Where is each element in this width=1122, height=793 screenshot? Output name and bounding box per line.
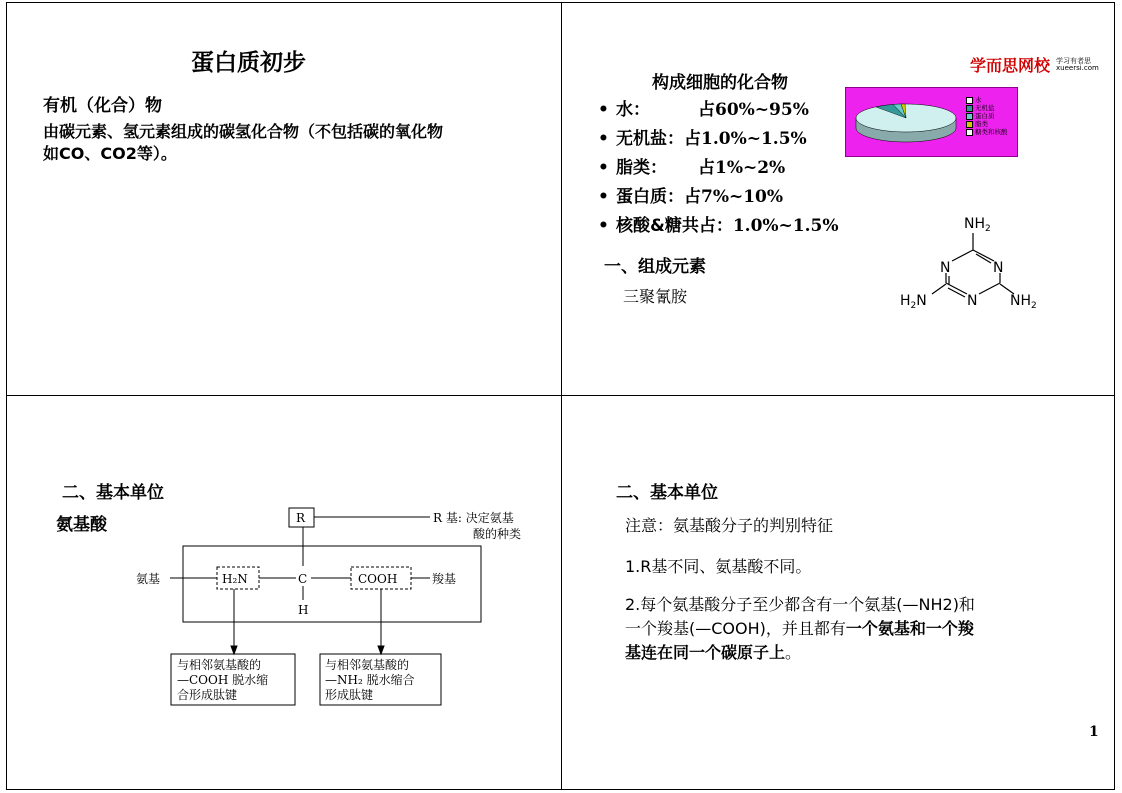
slide1-title: 蛋白质初步 <box>191 50 306 76</box>
slide4-heading: 二、基本单位 <box>616 483 718 503</box>
box1-line3: 合形成肽键 <box>177 688 238 702</box>
pie-legend <box>966 96 1008 136</box>
page-number: 1 <box>1089 724 1099 740</box>
point2-emphasis: 基连在同一个碳原子上 <box>625 643 786 662</box>
item-value: 占7%~10% <box>684 187 784 207</box>
h2n-label: H₂N <box>222 572 248 586</box>
slide4-point2-line1: 2.每个氨基酸分子至少都含有一个氨基(—NH2)和 <box>625 595 975 614</box>
ring-nitrogen-left: N <box>940 260 951 276</box>
slide3-subheading: 氨基酸 <box>56 515 107 535</box>
box1-line1: 与相邻氨基酸的 <box>177 658 262 672</box>
horizontal-divider <box>6 395 1115 396</box>
ring-nitrogen-bottom: N <box>967 293 978 309</box>
bullet-dot: • <box>598 100 609 120</box>
bullet-dot: • <box>598 187 609 207</box>
box1-line2: —COOH 脱水缩 <box>177 673 269 687</box>
legend-item: 糖类和核酸 <box>966 128 1008 136</box>
carboxyl-label: 羧基 <box>432 572 457 586</box>
r-note-line2: 酸的种类 <box>473 527 522 541</box>
slide4-point2-line2 <box>625 617 974 641</box>
list-item <box>598 154 839 183</box>
r-label: R <box>296 511 306 525</box>
list-item <box>598 212 839 241</box>
carbon-label: C <box>298 572 308 586</box>
item-label: 脂类： <box>616 158 667 178</box>
bullet-dot: • <box>598 216 609 236</box>
point2-plain: 。 <box>785 643 802 662</box>
list-item <box>598 183 839 212</box>
point2-emphasis: 一个氨基和一个羧 <box>845 619 974 638</box>
item-value: 1.0%~1.5% <box>732 216 839 236</box>
point2-plain: 一个羧基(—COOH)，并且都有 <box>625 619 846 638</box>
vertical-divider <box>561 2 562 790</box>
slide1-body-line2: 如CO、CO2等）。 <box>43 144 177 163</box>
slide4-note: 注意：氨基酸分子的判别特征 <box>625 516 834 535</box>
item-value: 占60%~95% <box>698 100 809 120</box>
bullet-dot: • <box>598 158 609 178</box>
melamine-structure <box>895 206 1055 316</box>
slide4-point1: 1.R基不同、氨基酸不同。 <box>625 557 812 576</box>
amino-label: 氨基 <box>136 572 161 586</box>
item-label: 蛋白质： <box>616 187 684 207</box>
h2n-left: $H_2N$ <box>900 293 927 311</box>
legend-item: 脂类 <box>966 120 1008 128</box>
legend-item: 无机盐 <box>966 104 1008 112</box>
compound-name: 三聚氰胺 <box>623 287 688 306</box>
legend-item: 水 <box>966 96 1008 104</box>
list-item <box>598 96 839 125</box>
cooh-label: COOH <box>358 572 398 586</box>
box2-line1: 与相邻氨基酸的 <box>325 658 410 672</box>
bullet-dot: • <box>598 129 609 149</box>
item-value: 占1.0%~1.5% <box>684 129 807 149</box>
slide4-point2-line3 <box>625 641 801 665</box>
slide1-subtitle: 有机（化合）物 <box>43 96 162 116</box>
item-label: 水： <box>616 100 650 120</box>
r-note-line1: R 基: 决定氨基 <box>433 511 514 525</box>
item-label: 无机盐： <box>616 129 684 149</box>
section-composition: 一、组成元素 <box>604 257 706 277</box>
legend-item: 蛋白质 <box>966 112 1008 120</box>
compound-list <box>598 96 839 241</box>
logo-tagline: 学习有者思 <box>1056 57 1091 65</box>
item-value: 占1%~2% <box>698 158 786 178</box>
hydrogen-label: H <box>298 603 309 617</box>
box2-line3: 形成肽键 <box>325 688 374 702</box>
box2-line2: —NH₂ 脱水缩合 <box>325 673 415 687</box>
nh2-top: $NH_2$ <box>964 216 991 234</box>
amino-acid-diagram <box>130 500 550 715</box>
slide3-heading: 二、基本单位 <box>62 483 164 503</box>
list-item <box>598 125 839 154</box>
ring-nitrogen-right: N <box>993 260 1004 276</box>
slide1-body-line1: 由碳元素、氢元素组成的碳氢化合物（不包括碳的氧化物 <box>43 122 444 141</box>
item-label: 核酸&糖共占： <box>616 216 733 236</box>
slide2-heading: 构成细胞的化合物 <box>652 73 788 93</box>
logo-text: 学而思网校 <box>970 56 1051 75</box>
logo-url: xueersi.com <box>1056 64 1099 72</box>
nh2-right: $NH_2$ <box>1010 293 1037 311</box>
